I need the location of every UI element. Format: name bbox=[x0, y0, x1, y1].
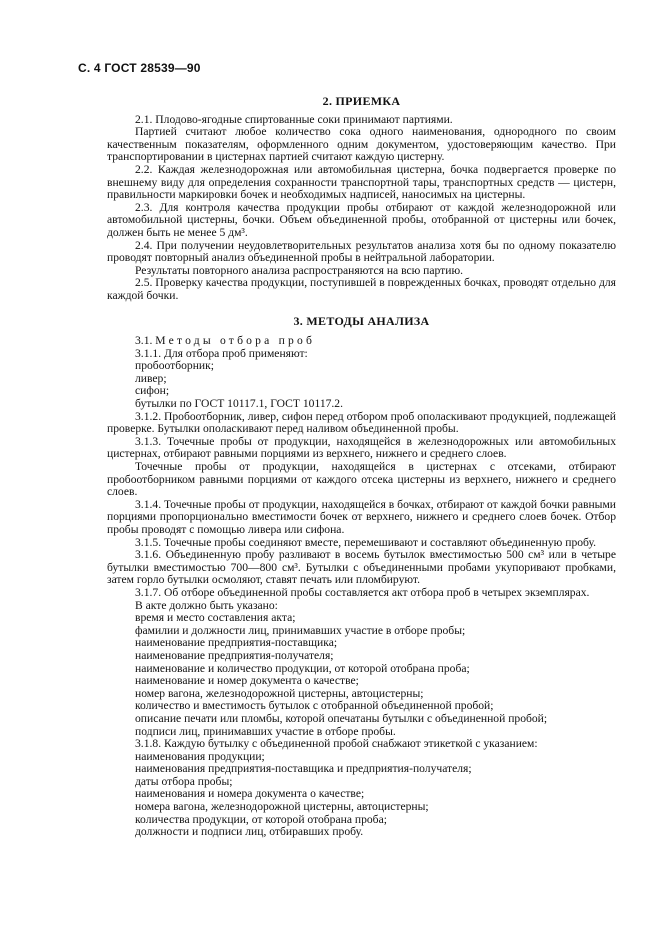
list-item: наименование и номер документа о качестве; bbox=[135, 674, 359, 688]
list-item: даты отбора пробы; bbox=[135, 774, 233, 788]
subsection-3-1-heading bbox=[107, 335, 616, 348]
paragraph-3-1-5: 3.1.5. Точечные пробы соединяют вместе, перемешивают и составляют объединенную пробу. bbox=[135, 535, 597, 549]
list-item: наименование и количество продукции, от которой отобрана проба; bbox=[135, 661, 470, 675]
paragraph-3-1-3-compartments: Точечные пробы от продукции, находящейся в цистернах с отсеками, отбирают пробоотборником равными порциями от каждого отсека цистерны из верхнего, нижнего и среднего слоев. bbox=[107, 460, 616, 499]
list-item: количества продукции, от которой отобрана проба; bbox=[135, 812, 387, 826]
section-2-title: 2. ПРИЕМКА bbox=[322, 94, 401, 108]
list-item: пробоотборник; bbox=[135, 359, 214, 373]
list-item: наименования продукции; bbox=[135, 749, 265, 763]
list-item: наименования предприятия-поставщика и предприятия-получателя; bbox=[135, 762, 472, 776]
section-3-title: 3. МЕТОДЫ АНАЛИЗА bbox=[293, 313, 430, 328]
paragraph-3-1-8: 3.1.8. Каждую бутылку с объединенной пробой снабжают этикеткой с указанием: bbox=[135, 737, 538, 751]
list-item: должности и подписи лиц, отбиравших пробу. bbox=[135, 825, 364, 839]
paragraph-2-2: 2.2. Каждая железнодорожная или автомобильная цистерна, бочка подвергается проверке по внешнему виду для определения сохранности транспортной тары, транспортных средств — цистерн, правильности маркировки бочек и необходимых надписей, наносимых на цистерны. bbox=[107, 162, 616, 202]
section-3-body bbox=[107, 335, 616, 839]
paragraph-2-4-results: Результаты повторного анализа распространяются на всю партию. bbox=[135, 263, 464, 277]
paragraph-3-1-4: 3.1.4. Точечные пробы от продукции, находящейся в бочках, отбирают от каждой бочки равными порциями пропорционально вместимости бочек от верхнего, нижнего и среднего слоев бочек. Отбор пробы проводят с помощью ливера или сифона. bbox=[107, 497, 616, 536]
page-header: С. 4 ГОСТ 28539—90 bbox=[78, 61, 201, 75]
paragraph-2-4: 2.4. При получении неудовлетворительных результатов анализа хотя бы по одному показателю проводят повторный анализ объединенной пробы в нейтральной лаборатории. bbox=[107, 238, 616, 265]
paragraph-3-1-2: 3.1.2. Пробоотборник, ливер, сифон перед отбором проб ополаскивают продукцией, подлежащей проверке. Бутылки ополаскивают перед наливом объединенной пробы. bbox=[107, 409, 616, 436]
paragraph-3-1-1: 3.1.1. Для отбора проб применяют: bbox=[135, 346, 308, 360]
paragraph-3-1-3: 3.1.3. Точечные пробы от продукции, находящейся в железнодорожных или автомобильных цистернах, отбирают равными порциями из верхнего, нижнего и среднего слоев. bbox=[107, 434, 616, 461]
paragraph-3-1-7: 3.1.7. Об отборе объединенной пробы составляется акт отбора проб в четырех экземплярах. bbox=[135, 585, 590, 599]
list-item: сифон; bbox=[135, 384, 170, 398]
paragraph-3-1-7-act: В акте должно быть указано: bbox=[135, 598, 278, 612]
subsection-3-1-title: Методы отбора проб bbox=[155, 334, 316, 348]
paragraph-2-5: 2.5. Проверку качества продукции, поступившей в поврежденных бочках, проводят отдельно для каждой бочки. bbox=[107, 276, 616, 302]
list-item: время и место составления акта; bbox=[135, 611, 296, 625]
list-item: фамилии и должности лиц, принимавших участие в отборе пробы; bbox=[135, 623, 466, 637]
list-item: бутылки по ГОСТ 10117.1, ГОСТ 10117.2. bbox=[135, 397, 344, 411]
paragraph-2-1-party: Партией считают любое количество сока одного наименования, однородного по своим качественным показателям, оформленного одним документом, удостоверяющим качество. При транспортировании в цистернах партией считают каждую цистерну. bbox=[107, 125, 616, 164]
list-item: наименование предприятия-поставщика; bbox=[135, 636, 338, 650]
list-item: описание печати или пломбы, которой опечатаны бутылки с объединенной пробой; bbox=[135, 711, 548, 725]
list-item: количество и вместимость бутылок с отобранной объединенной пробой; bbox=[135, 699, 494, 713]
paragraph-2-3: 2.3. Для контроля качества продукции пробы отбирают от каждой железнодорожной или автомобильной цистерны, бочки. Объем объединенной пробы, отобранной от цистерны или бочек, должен быть не менее 5 дм³. bbox=[107, 200, 616, 239]
subsection-3-1-number: 3.1. bbox=[135, 334, 153, 348]
section-2-body bbox=[107, 114, 616, 303]
paragraph-3-1-6: 3.1.6. Объединенную пробу разливают в восемь бутылок вместимостью 500 см³ или в четыре бутылки вместимостью 700—800 см³. Бутылки с объединенными пробами укупоривают пробками, затем горло бутылки осмоляют, ставят печать или пломбируют. bbox=[107, 548, 616, 587]
list-item: подписи лиц, принимавших участие в отборе пробы. bbox=[135, 724, 396, 738]
paragraph-2-1: 2.1. Плодово-ягодные спиртованные соки принимают партиями. bbox=[135, 112, 453, 126]
list-item: ливер; bbox=[135, 371, 167, 385]
list-item: наименования и номера документа о качестве; bbox=[135, 787, 365, 801]
list-item: номер вагона, железнодорожной цистерны, автоцистерны; bbox=[135, 686, 424, 700]
list-item: номера вагона, железнодорожной цистерны, автоцистерны; bbox=[135, 800, 429, 814]
page-content bbox=[107, 95, 616, 839]
list-item: наименование предприятия-получателя; bbox=[135, 648, 334, 662]
